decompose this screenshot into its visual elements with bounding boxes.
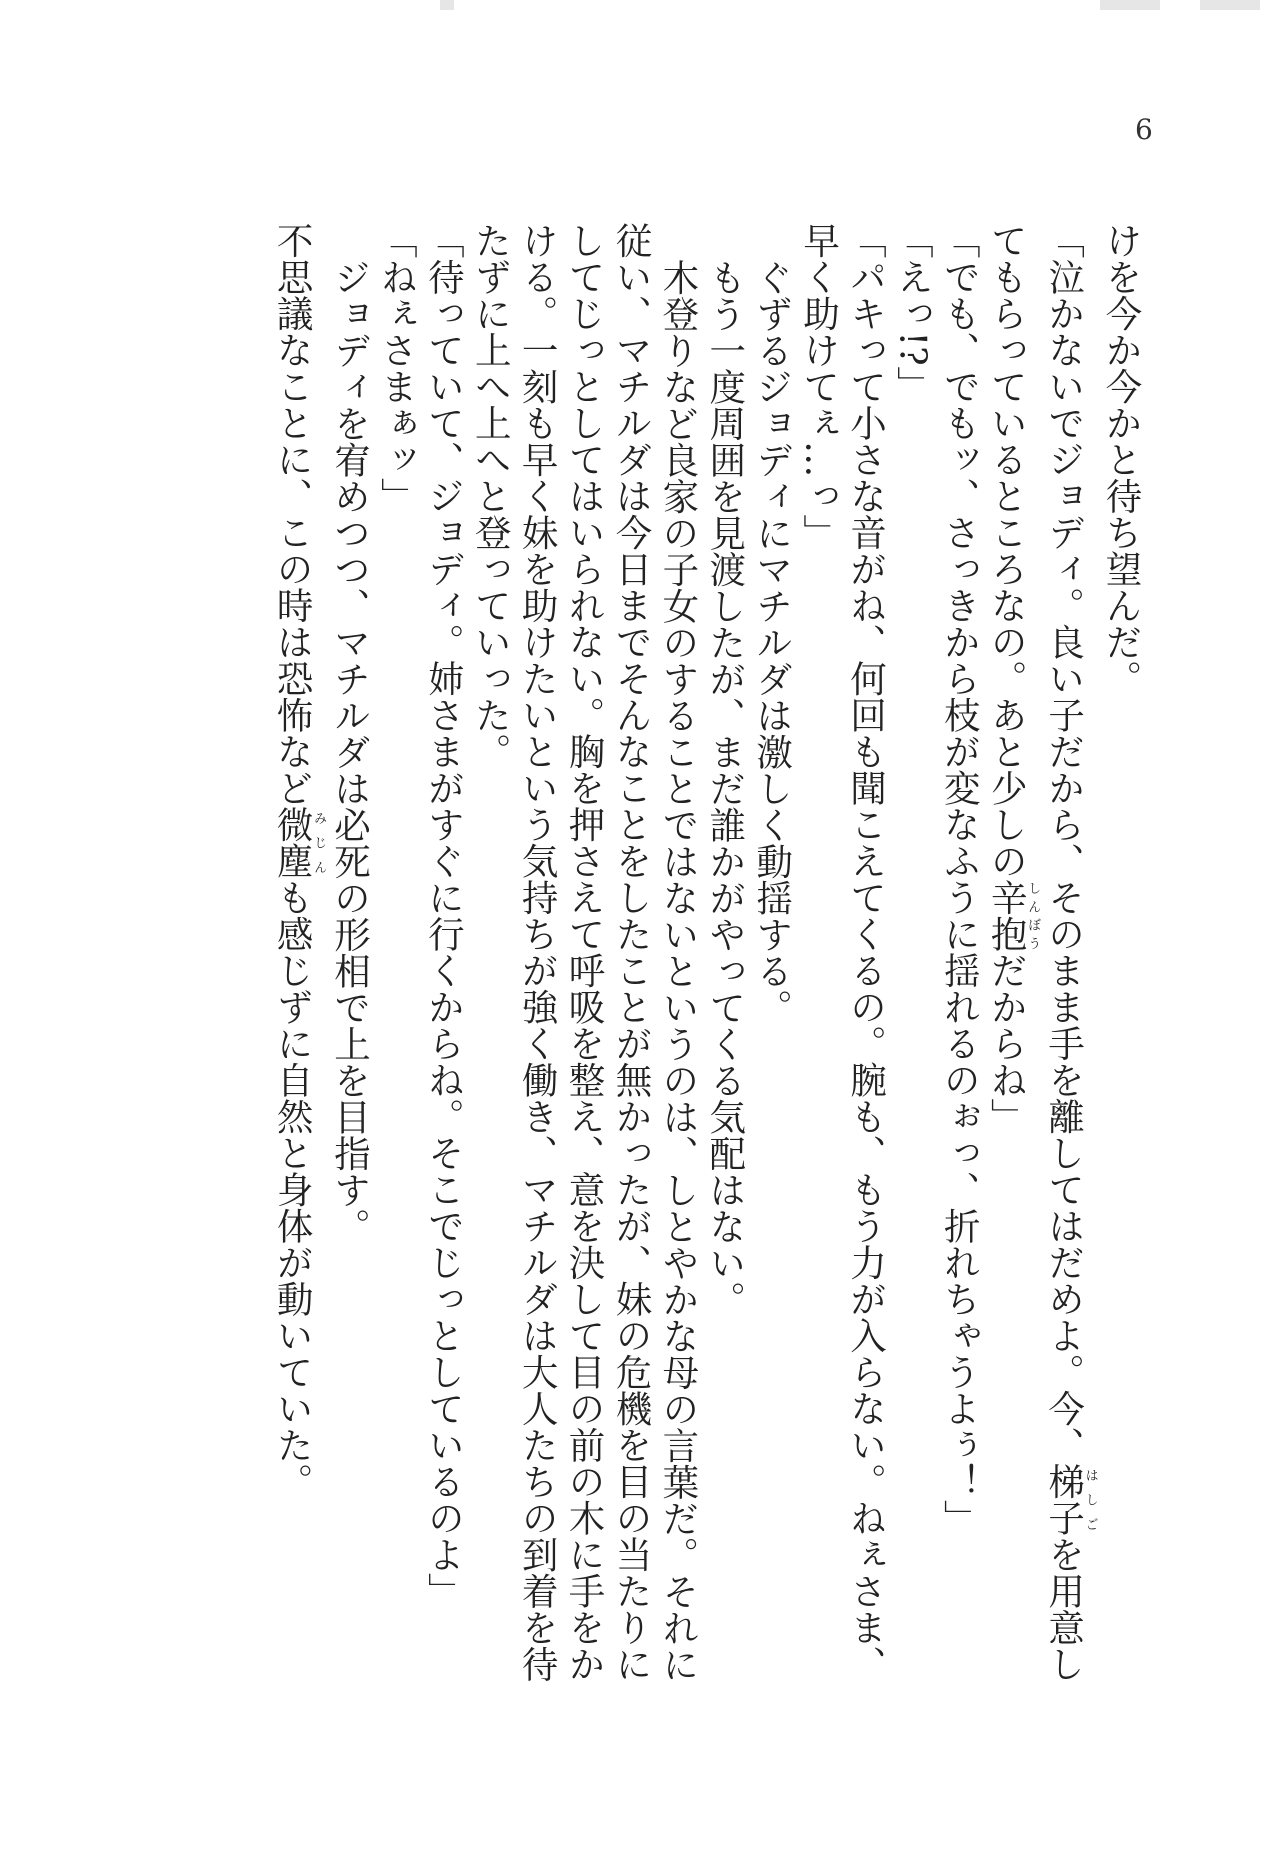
text-line: 「泣かないでジョディ。良い子だから、そのまま手を離してはだめよ。今、梯子はしごを用意し bbox=[1042, 222, 1098, 1682]
text-line: 「でも、でもッ、さっきから枝が変なふうに揺れるのぉっ、折れちゃうよぅ！」 bbox=[938, 222, 982, 1536]
text-line: ける。一刻も早く妹を助けたいという気持ちが強く働き、マチルダは大人たちの到着を待 bbox=[516, 222, 560, 1682]
text-line: たずに上へ上へと登っていった。 bbox=[469, 222, 513, 770]
scan-artifact bbox=[1200, 0, 1260, 10]
text-line: 「ねぇさまぁッ」 bbox=[375, 222, 419, 514]
body-text bbox=[268, 222, 1144, 1752]
page-number: 6 bbox=[1135, 113, 1153, 146]
text-line: 早く助けてぇ…っ」 bbox=[797, 222, 841, 551]
text-line: してじっとしてはいられない。胸を押さえて呼吸を整え、意を決して目の前の木に手をか bbox=[563, 222, 607, 1682]
text-line: もう一度周囲を見渡したが、まだ誰かがやってくる気配はない。 bbox=[703, 259, 747, 1318]
scan-artifact bbox=[1100, 0, 1160, 10]
text-line: ぐずるジョディにマチルダは激しく動揺する。 bbox=[750, 259, 794, 1026]
text-line: 「パキって小さな音がね、何回も聞こえてくるの。腕も、もう力が入らない。ねぇさま、 bbox=[844, 222, 888, 1682]
text-line: 「待っていて、ジョディ。姉さまがすぐに行くからね。そこでじっとしているのよ」 bbox=[422, 222, 466, 1609]
text-line: 従い、マチルダは今日までそんなことをしたことが無かったが、妹の危機を目の当たりに bbox=[609, 222, 653, 1682]
text-line: 不思議なことに、この時は恐怖など微塵みじんも感じずに自然と身体が動いていた。 bbox=[271, 222, 327, 1500]
text-line: けを今か今かと待ち望んだ。 bbox=[1100, 222, 1143, 697]
text-line: てもらっているところなの。あと少しの辛抱しんぼうだからね」 bbox=[985, 222, 1041, 1135]
scan-artifact bbox=[440, 0, 454, 10]
text-line: 「えっ!?」 bbox=[891, 222, 935, 403]
text-line: ジョディを宥めつつ、マチルダは必死の形相で上を目指す。 bbox=[328, 259, 372, 1245]
text-line: 木登りなど良家の子女のすることではないというのは、しとやかな母の言葉だ。それに bbox=[656, 259, 700, 1683]
